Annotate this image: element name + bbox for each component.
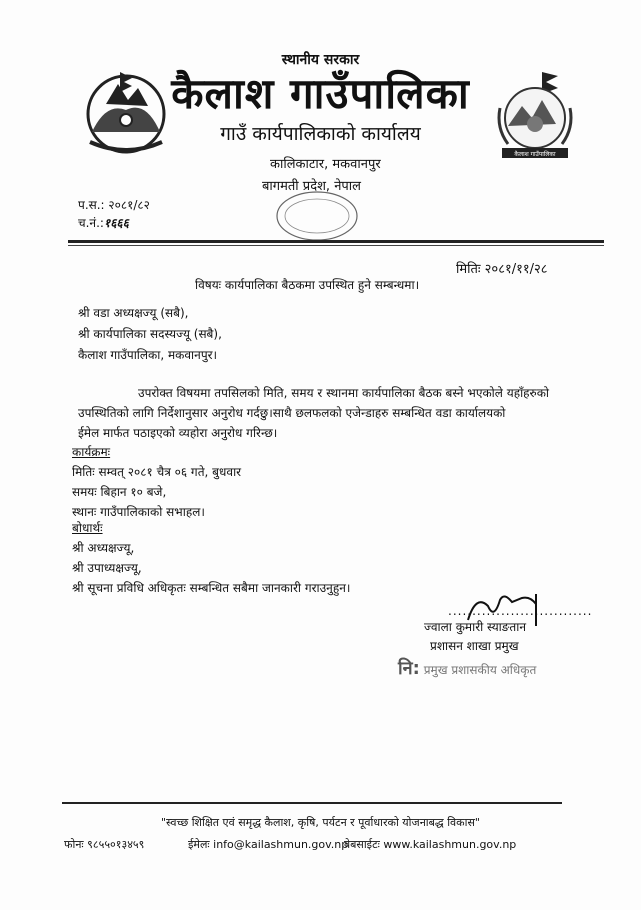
recipient-line: श्री वडा अध्यक्षज्यू (सबै), [78,306,189,320]
municipality-logo-text: कैलाश गाउँपालिका [514,151,556,158]
authority-stamp [398,656,536,680]
letter-date: मितिः २०८१/११/२८ [456,262,548,277]
signatory-title: प्रशासन शाखा प्रमुख [430,639,519,653]
ref-ps-label: प.स.: [78,198,109,212]
recipient-line: कैलाश गाउँपालिका, मकवानपुर। [78,348,218,362]
recipients-block [78,303,222,366]
reference-cn [78,214,129,231]
letter-body [78,383,590,443]
address-line-2: बागमती प्रदेश, नेपाल [262,179,361,194]
program-heading: कार्यक्रमः [72,445,111,459]
footer-website: वेबसाईटः www.kailashmun.gov.np [344,838,517,851]
letter-subject: विषयः कार्यपालिका बैठकमा उपस्थित हुने सम्बन्धमा। [195,278,420,292]
program-section [72,442,241,522]
footer-slogan: "स्वच्छ शिक्षित एवं समृद्ध कैलाश, कृषि, पर्यटन र पूर्वाधारको योजनाबद्ध विकास" [161,816,480,829]
footer-phone: फोनः ९८५५०१३४५९ [64,838,145,851]
recipient-line: श्री कार्यपालिका सदस्यज्यू (सबै), [78,327,222,341]
office-name: गाउँ कार्यपालिकाको कार्यालय [220,123,421,145]
program-item: समयः बिहान १० बजे, [72,485,167,499]
info-section [72,518,350,598]
info-item: श्री सूचना प्रविधि अधिकृतः सम्बन्धित सबैमा जानकारी गराउनुहुन। [72,581,351,595]
info-heading: बोधार्थः [72,521,103,535]
program-item: स्थानः गाउँपालिकाको सभाहल। [72,505,205,519]
header-divider-thin [68,245,604,246]
ref-cn-value: १६६६ [103,216,129,230]
info-item: श्री उपाध्यक्षज्यू, [72,561,142,575]
signatory-name: ज्वाला कुमारी स्याङतान [424,620,527,634]
body-line: उपस्थितिको लागि निर्देशानुसार अनुरोध गर्दछु।साथै छलफलको एजेन्डाहरु सम्बन्धित वडा कार्यालयको [78,406,506,420]
program-item: मितिः सम्वत् २०८१ चैत्र ०६ गते, बुधवार [72,465,242,479]
stamp-text: प्रमुख प्रशासकीय अधिकृत [423,663,537,677]
ref-cn-label: च.नं.: [78,216,104,230]
body-line: ईमेल मार्फत पठाइएको व्यहोरा अनुरोध गरिन्छ। [78,426,278,440]
footer-divider [62,802,562,804]
stamp-prefix: नि: [398,658,420,679]
reference-ps [78,196,150,213]
government-label: स्थानीय सरकार [281,52,360,68]
signature-dots: .............................. [448,604,593,618]
footer-email: ईमेलः info@kailashmun.gov.np [188,838,349,851]
address-line-1: कालिकाटार, मकवानपुर [270,157,381,172]
info-item: श्री अध्यक्षज्यू, [72,541,135,555]
header-divider [68,240,604,243]
office-stamp [272,188,362,244]
municipality-name: कैलाश गाउँपालिका [171,69,470,118]
body-line: उपरोक्त विषयमा तपसिलको मिति, समय र स्थानमा कार्यपालिका बैठक बस्ने भएकोले यहाँहरुको [138,386,550,400]
ref-ps-value: २०८१/८२ [108,198,150,212]
